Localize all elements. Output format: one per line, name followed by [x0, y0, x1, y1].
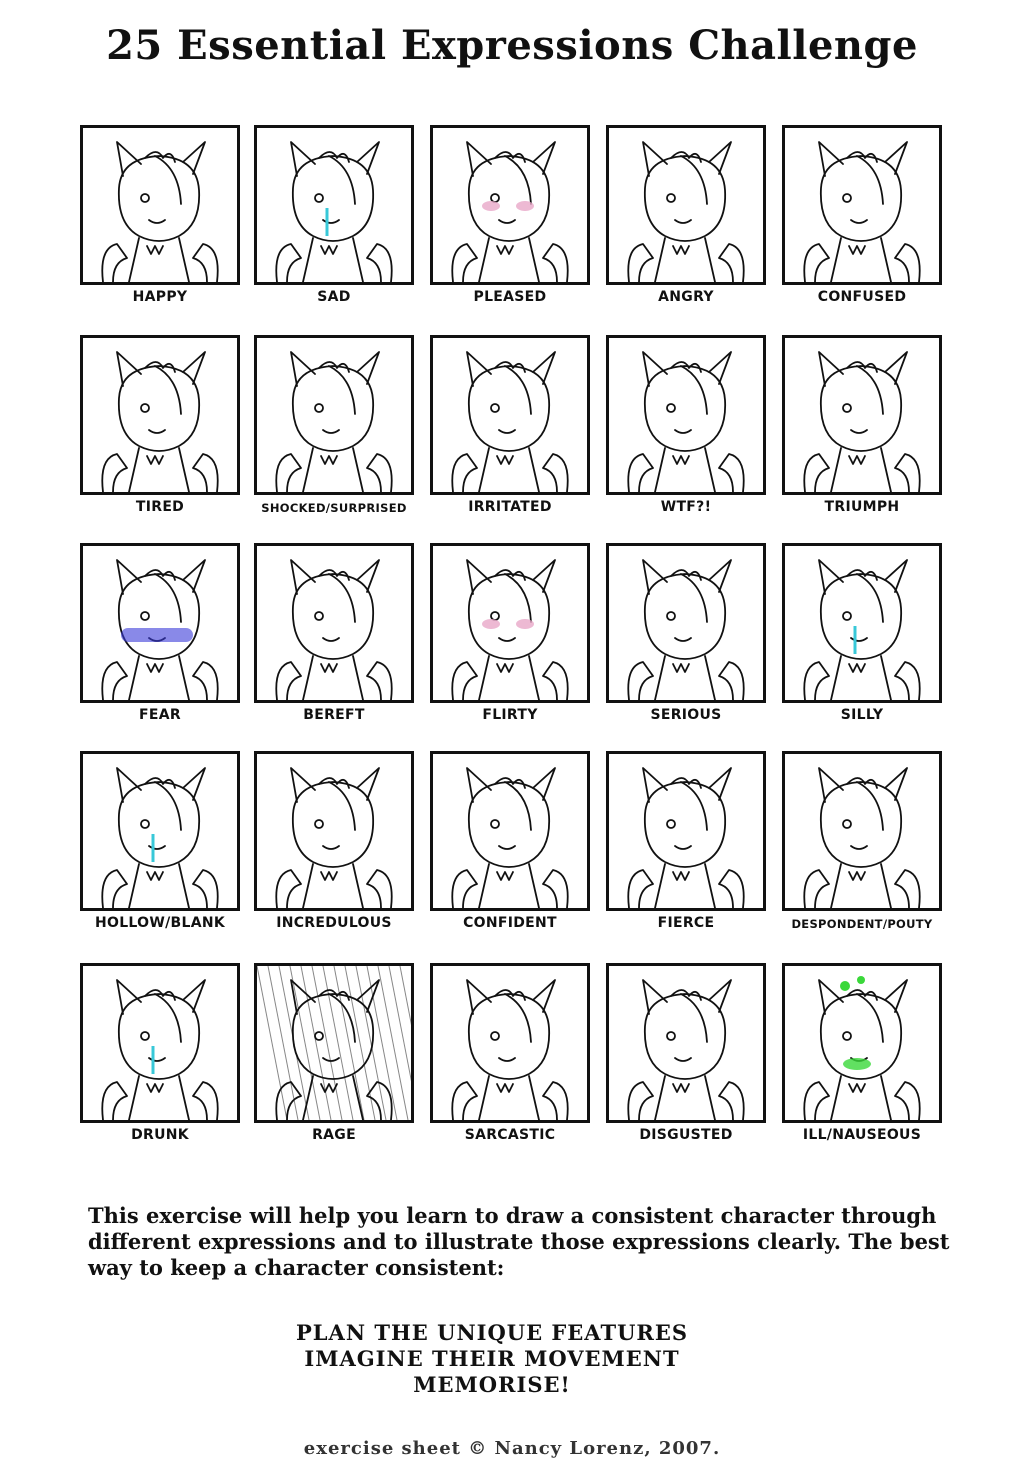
expression-label: SARCASTIC: [464, 1127, 556, 1143]
expression-cell: [782, 543, 942, 743]
fear-sketch-icon: [83, 546, 237, 700]
ill-sketch-icon: [785, 966, 939, 1120]
expressions-grid: [80, 125, 944, 1155]
expression-cell: [430, 751, 590, 951]
expression-cell: [606, 751, 766, 951]
expression-label: DESPONDENT/POUTY: [791, 917, 933, 931]
expression-label: ANGRY: [658, 289, 714, 305]
description-text: This exercise will help you learn to draw a consistent character through different expressions and to illustrate those expressions clearly. The best way to keep a character consistent:: [88, 1203, 950, 1280]
expression-frame: [254, 543, 414, 703]
expression-label: TRIUMPH: [824, 499, 900, 515]
expression-label: SILLY: [840, 707, 884, 723]
expression-cell: [782, 125, 942, 325]
expression-frame: [254, 751, 414, 911]
shocked-sketch-icon: [257, 338, 411, 492]
expression-label: WTF?!: [660, 499, 712, 515]
expression-frame: [80, 963, 240, 1123]
expression-label: IRRITATED: [468, 499, 552, 515]
expression-label: HAPPY: [132, 289, 188, 305]
expression-label: FIERCE: [657, 915, 715, 931]
expression-cell: [606, 335, 766, 535]
expression-label: CONFUSED: [817, 289, 907, 305]
expression-frame: [782, 751, 942, 911]
expression-frame: [606, 543, 766, 703]
expression-frame: [782, 335, 942, 495]
sad-sketch-icon: [257, 128, 411, 282]
expression-frame: [430, 335, 590, 495]
incredulous-sketch-icon: [257, 754, 411, 908]
tired-sketch-icon: [83, 338, 237, 492]
expression-label: PLEASED: [473, 289, 547, 305]
expression-frame: [606, 751, 766, 911]
expression-cell: [254, 125, 414, 325]
expression-cell: [254, 335, 414, 535]
expression-cell: [606, 963, 766, 1163]
expression-cell: [782, 963, 942, 1163]
confused-sketch-icon: [785, 128, 939, 282]
copyright-footer: exercise sheet © Nancy Lorenz, 2007.: [303, 1438, 721, 1459]
expression-cell: [782, 751, 942, 951]
expression-label: ILL/NAUSEOUS: [802, 1127, 922, 1143]
expression-frame: [430, 543, 590, 703]
sarcastic-sketch-icon: [433, 966, 587, 1120]
expression-label: SHOCKED/SURPRISED: [261, 501, 407, 515]
expression-frame: [606, 963, 766, 1123]
expression-label: FEAR: [139, 707, 181, 723]
expression-label: FLIRTY: [482, 707, 538, 723]
rage-sketch-icon: [257, 966, 411, 1120]
expression-cell: [606, 543, 766, 743]
happy-sketch-icon: [83, 128, 237, 282]
expression-frame: [254, 125, 414, 285]
disgusted-sketch-icon: [609, 966, 763, 1120]
expression-label: CONFIDENT: [463, 915, 557, 931]
expression-label: INCREDULOUS: [276, 915, 392, 931]
page-title: 25 Essential Expressions Challenge: [106, 22, 918, 69]
triumph-sketch-icon: [785, 338, 939, 492]
expression-frame: [782, 543, 942, 703]
expression-label: DISGUSTED: [639, 1127, 733, 1143]
silly-sketch-icon: [785, 546, 939, 700]
irritated-sketch-icon: [433, 338, 587, 492]
step-memorise: MEMORISE!: [413, 1372, 571, 1397]
bereft-sketch-icon: [257, 546, 411, 700]
step-plan: PLAN THE UNIQUE FEATURES: [295, 1320, 689, 1345]
expression-cell: [430, 335, 590, 535]
wtf-sketch-icon: [609, 338, 763, 492]
expression-cell: [606, 125, 766, 325]
expression-frame: [80, 125, 240, 285]
expression-cell: [80, 963, 240, 1163]
expression-cell: [80, 751, 240, 951]
expression-frame: [430, 963, 590, 1123]
expression-cell: [80, 125, 240, 325]
serious-sketch-icon: [609, 546, 763, 700]
expression-cell: [782, 335, 942, 535]
expression-label: SERIOUS: [650, 707, 722, 723]
flirty-sketch-icon: [433, 546, 587, 700]
steps-list: [0, 1320, 984, 1398]
expression-frame: [80, 335, 240, 495]
expression-cell: [254, 751, 414, 951]
expression-label: RAGE: [312, 1127, 356, 1143]
fierce-sketch-icon: [609, 754, 763, 908]
drunk-sketch-icon: [83, 966, 237, 1120]
expression-cell: [430, 543, 590, 743]
expression-frame: [254, 963, 414, 1123]
angry-sketch-icon: [609, 128, 763, 282]
expression-frame: [782, 963, 942, 1123]
expression-label: SAD: [317, 289, 351, 305]
expression-frame: [606, 335, 766, 495]
expression-frame: [430, 125, 590, 285]
expression-label: HOLLOW/BLANK: [94, 915, 225, 931]
step-imagine: IMAGINE THEIR MOVEMENT: [304, 1346, 680, 1371]
despondent-sketch-icon: [785, 754, 939, 908]
expression-cell: [80, 543, 240, 743]
expression-cell: [254, 963, 414, 1163]
expression-frame: [254, 335, 414, 495]
pleased-sketch-icon: [433, 128, 587, 282]
expression-frame: [782, 125, 942, 285]
expression-cell: [430, 125, 590, 325]
expression-cell: [430, 963, 590, 1163]
expression-label: BEREFT: [303, 707, 365, 723]
expression-label: DRUNK: [131, 1127, 189, 1143]
expression-frame: [430, 751, 590, 911]
expression-frame: [606, 125, 766, 285]
expression-label: TIRED: [135, 499, 185, 515]
expression-cell: [254, 543, 414, 743]
expression-cell: [80, 335, 240, 535]
expression-frame: [80, 543, 240, 703]
confident-sketch-icon: [433, 754, 587, 908]
expression-frame: [80, 751, 240, 911]
hollow-sketch-icon: [83, 754, 237, 908]
